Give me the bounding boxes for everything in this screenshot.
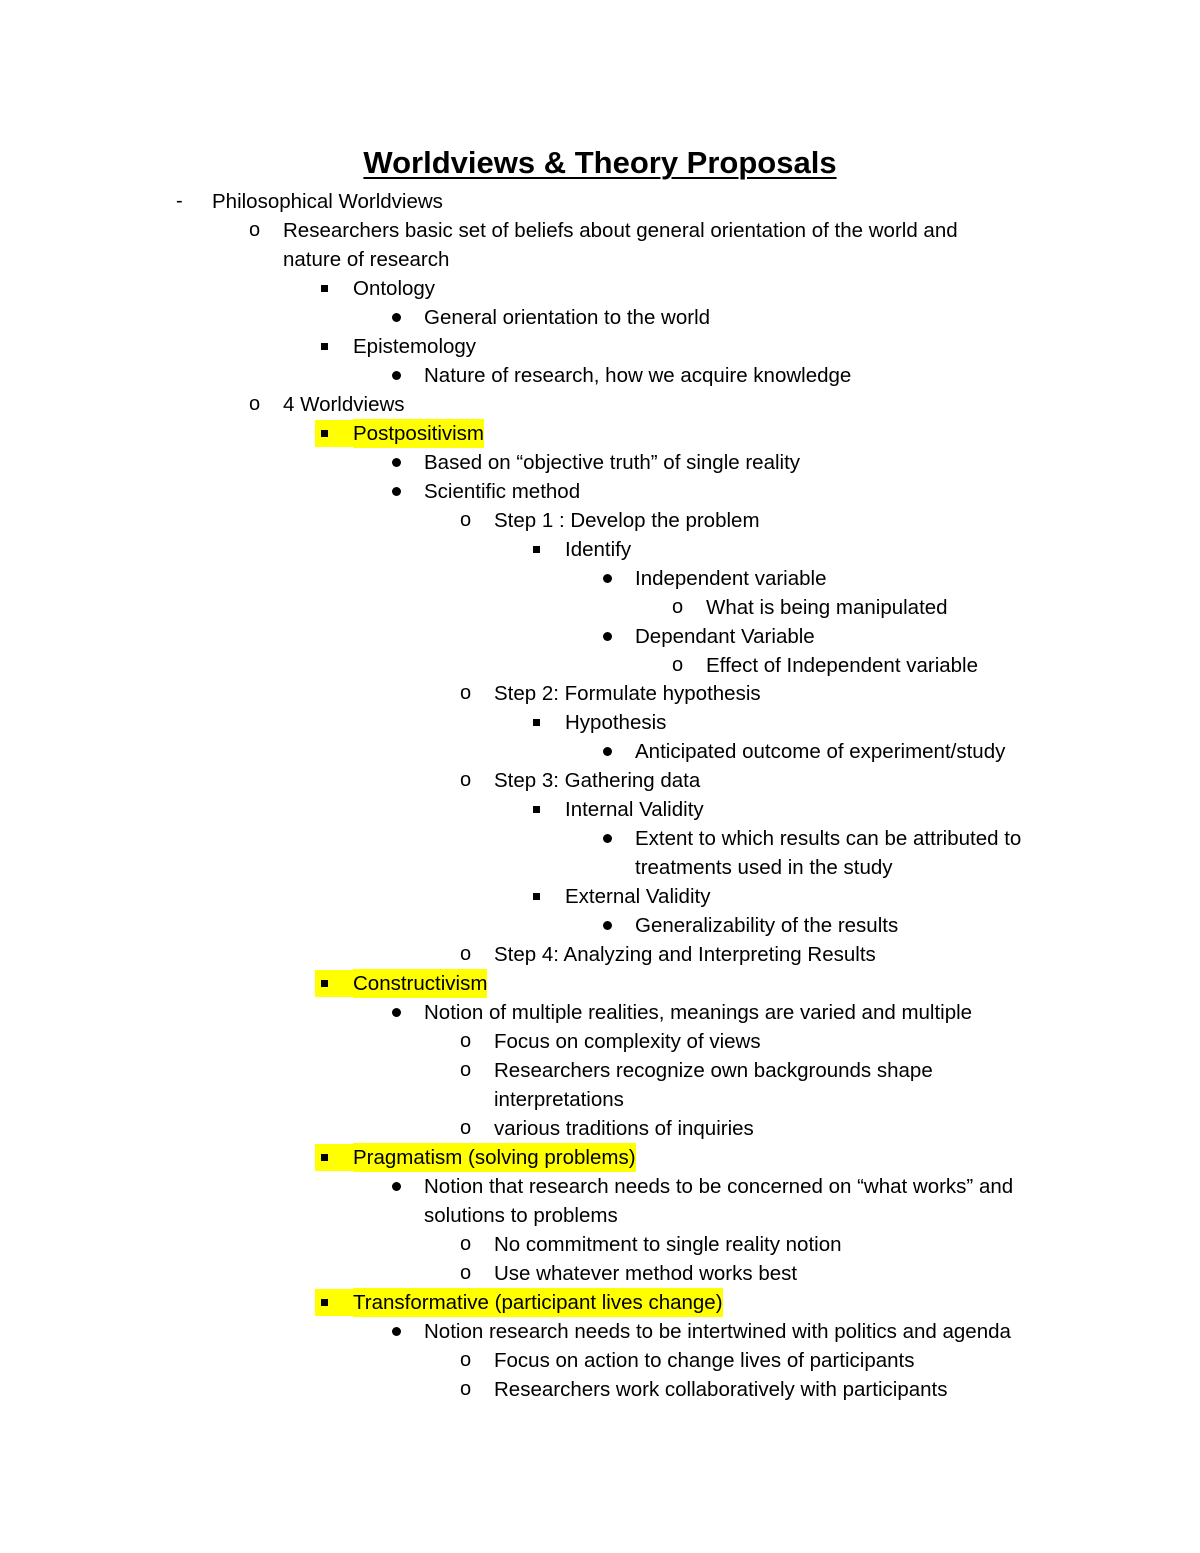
circle-bullet-icon: o	[460, 682, 472, 705]
page-title: Worldviews & Theory Proposals	[363, 145, 837, 180]
outline-item	[635, 622, 815, 651]
outline-item	[635, 853, 893, 882]
square-bullet-icon	[321, 1154, 328, 1161]
circle-bullet-icon: o	[460, 943, 472, 966]
outline-item-text: Researchers recognize own backgrounds shape	[494, 1059, 933, 1083]
outline-item-text: Epistemology	[353, 334, 477, 358]
outline-item	[494, 1375, 947, 1404]
outline-item	[635, 824, 1021, 853]
outline-item-text: Anticipated outcome of experiment/study	[635, 740, 1006, 764]
outline-item-text: Scientific method	[424, 479, 581, 503]
disc-bullet-icon	[392, 313, 401, 322]
outline-item	[494, 940, 876, 969]
outline-item-text: Philosophical Worldviews	[212, 190, 443, 213]
outline-item-text: Step 3: Gathering data	[494, 769, 701, 793]
circle-bullet-icon: o	[460, 1059, 472, 1082]
square-bullet-icon	[533, 546, 540, 553]
outline-item-text: Notion research needs to be intertwined with politics and agenda	[424, 1319, 1011, 1343]
outline-item-text: Internal Validity	[565, 798, 704, 822]
outline-item-text: Nature of research, how we acquire knowledge	[424, 363, 852, 387]
outline-item	[635, 911, 898, 940]
outline-item	[494, 679, 761, 708]
circle-bullet-icon: o	[460, 1117, 472, 1140]
outline-item-text: various traditions of inquiries	[494, 1117, 754, 1141]
outline-item	[706, 651, 978, 680]
outline-item	[424, 1317, 1011, 1346]
outline-item	[494, 1056, 933, 1085]
outline-item-text: interpretations	[494, 1088, 624, 1112]
outline-item-text: Effect of Independent variable	[706, 653, 979, 677]
outline-item	[424, 477, 580, 506]
square-bullet-icon	[321, 430, 328, 437]
outline-item-text: solutions to problems	[424, 1203, 618, 1227]
outline-item-text: No commitment to single reality notion	[494, 1232, 842, 1256]
outline-item-text: General orientation to the world	[424, 305, 711, 329]
outline-item-text: Step 4: Analyzing and Interpreting Results	[494, 943, 876, 967]
outline-item	[353, 419, 484, 448]
outline-item	[353, 1143, 636, 1172]
outline-item	[424, 998, 972, 1027]
square-bullet-icon	[533, 719, 540, 726]
outline-item-text: Step 1 : Develop the problem	[494, 508, 760, 532]
outline-item	[494, 1085, 624, 1114]
outline-item	[494, 506, 760, 535]
square-bullet-icon	[321, 285, 328, 292]
circle-bullet-icon: o	[672, 653, 684, 676]
disc-bullet-icon	[603, 632, 612, 641]
square-bullet-icon	[321, 343, 328, 350]
outline-item-text: Hypothesis	[565, 711, 667, 735]
outline-item-text: Generalizability of the results	[635, 914, 899, 938]
outline-item	[353, 274, 435, 303]
outline-item	[635, 564, 827, 593]
disc-bullet-icon	[392, 487, 401, 496]
outline-item-text: Ontology	[353, 276, 436, 300]
disc-bullet-icon	[603, 921, 612, 930]
circle-bullet-icon: o	[460, 1348, 472, 1371]
disc-bullet-icon	[603, 747, 612, 756]
disc-bullet-icon	[392, 1008, 401, 1017]
outline-item-text: Researchers basic set of beliefs about general orientation of the world and	[283, 218, 958, 242]
outline-item-text: Researchers work collaboratively with participants	[494, 1377, 948, 1401]
outline-item	[283, 245, 449, 274]
outline-item	[494, 1027, 761, 1056]
outline-item	[424, 448, 800, 477]
outline-item-text: Use whatever method works best	[494, 1261, 798, 1285]
outline-item	[283, 390, 405, 419]
disc-bullet-icon	[392, 458, 401, 467]
circle-bullet-icon: o	[460, 769, 472, 792]
highlighted-heading: Constructivism	[353, 969, 487, 998]
outline-item	[424, 361, 851, 390]
outline-item	[565, 795, 704, 824]
outline-item	[494, 1259, 797, 1288]
outline-item	[424, 303, 710, 332]
square-bullet-icon	[321, 1299, 328, 1306]
outline-item-text: 4 Worldviews	[283, 392, 405, 416]
outline-item	[283, 216, 958, 245]
square-bullet-icon	[321, 980, 328, 987]
outline-item-text: Focus on complexity of views	[494, 1030, 761, 1054]
highlighted-heading: Pragmatism (solving problems)	[353, 1143, 636, 1172]
outline-item-text: Extent to which results can be attributed to	[635, 827, 1022, 851]
square-bullet-icon	[533, 893, 540, 900]
circle-bullet-icon: o	[249, 392, 261, 415]
circle-bullet-icon: o	[460, 1377, 472, 1400]
outline-item-text: Identify	[565, 537, 632, 561]
disc-bullet-icon	[603, 834, 612, 843]
outline-item-text: Notion of multiple realities, meanings are varied and multiple	[424, 1001, 973, 1025]
outline-item	[494, 766, 700, 795]
disc-bullet-icon	[392, 1182, 401, 1191]
outline-item-text: Independent variable	[635, 566, 827, 590]
outline-item	[353, 1288, 723, 1317]
outline-item	[212, 187, 443, 216]
outline-item-text: Step 2: Formulate hypothesis	[494, 682, 761, 706]
outline-item	[565, 882, 710, 911]
highlighted-heading: Transformative (participant lives change)	[353, 1288, 723, 1317]
outline-item-text: nature of research	[283, 247, 450, 271]
square-bullet-icon	[533, 806, 540, 813]
circle-bullet-icon: o	[460, 1030, 472, 1053]
outline-item	[353, 332, 476, 361]
circle-bullet-icon: o	[249, 218, 261, 241]
outline-item-text: Based on “objective truth” of single reality	[424, 450, 801, 474]
outline-item	[494, 1346, 915, 1375]
circle-bullet-icon: o	[460, 1261, 472, 1284]
outline-item-text: Focus on action to change lives of participants	[494, 1348, 915, 1372]
outline-item	[494, 1114, 754, 1143]
circle-bullet-icon: o	[672, 595, 684, 618]
outline-item	[565, 708, 666, 737]
disc-bullet-icon	[603, 574, 612, 583]
outline-item-text: Dependant Variable	[635, 624, 815, 648]
circle-bullet-icon: o	[460, 508, 472, 531]
outline-item	[424, 1201, 618, 1230]
circle-bullet-icon: o	[460, 1232, 472, 1255]
outline-item-text: treatments used in the study	[635, 856, 893, 880]
highlighted-heading: Postpositivism	[353, 419, 484, 448]
outline-item-text: What is being manipulated	[706, 595, 948, 619]
outline-item	[494, 1230, 842, 1259]
disc-bullet-icon	[392, 371, 401, 380]
outline-item	[424, 1172, 1013, 1201]
outline-item	[706, 593, 948, 622]
outline-item	[635, 737, 1005, 766]
dash-bullet-icon: -	[176, 190, 183, 212]
outline-item-text: Notion that research needs to be concerned on “what works” and	[424, 1174, 1014, 1198]
outline-item	[353, 969, 487, 998]
outline-item	[565, 535, 631, 564]
disc-bullet-icon	[392, 1327, 401, 1336]
outline-item-text: External Validity	[565, 885, 711, 909]
